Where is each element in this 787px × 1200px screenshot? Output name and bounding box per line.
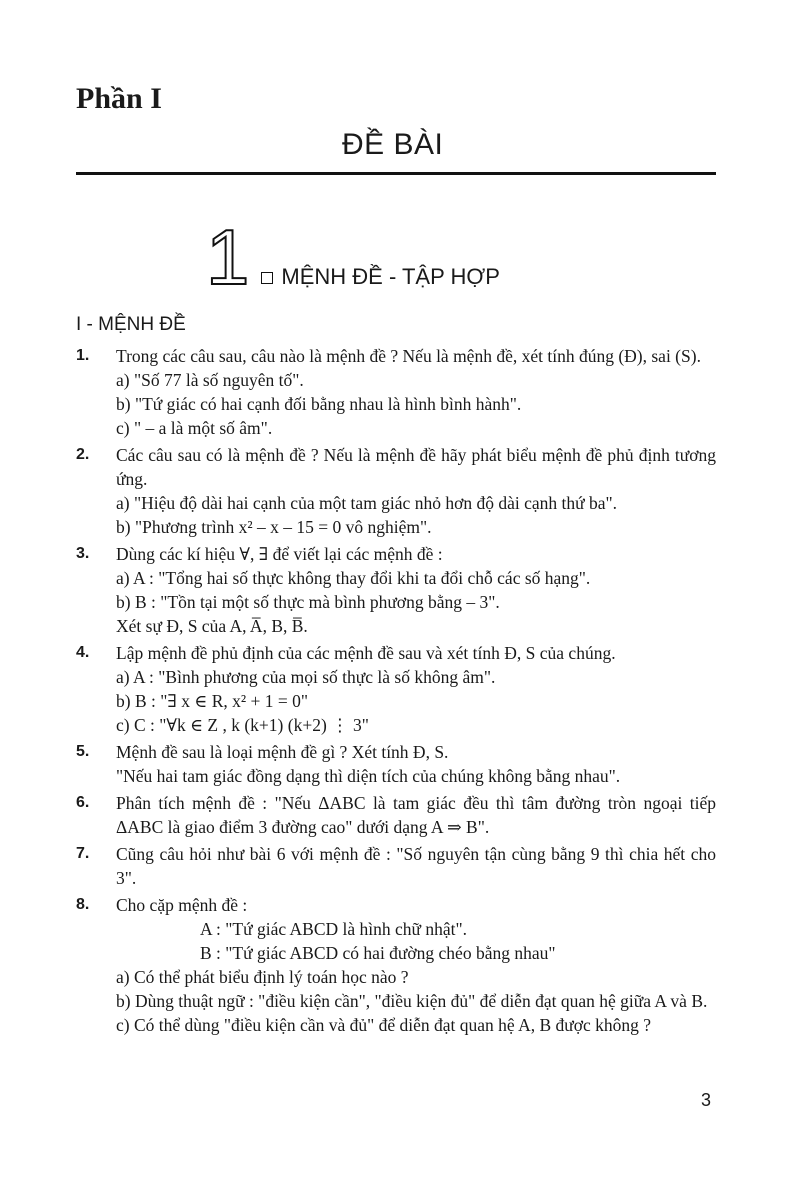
part-title: ĐỀ BÀI — [342, 128, 444, 161]
chapter-title: MỆNH ĐỀ - TẬP HỢP — [281, 264, 500, 289]
problem-line: A : "Tứ giác ABCD là hình chữ nhật". — [200, 919, 468, 939]
problem-number: 2. — [76, 446, 90, 463]
problem-3 — [76, 542, 716, 638]
problem-4 — [76, 641, 716, 737]
section-title: I - MỆNH ĐỀ — [76, 314, 186, 335]
chapter-heading — [206, 210, 500, 301]
problem-line: a) A : "Tổng hai số thực không thay đổi khi ta đổi chỗ các số hạng". — [116, 568, 591, 588]
title-rule — [76, 172, 716, 175]
page-number: 3 — [700, 1090, 711, 1110]
problem-7 — [76, 842, 716, 890]
problem-line: a) "Hiệu độ dài hai cạnh của một tam giác nhỏ hơn độ dài cạnh thứ ba". — [116, 493, 617, 513]
problem-number: 7. — [76, 845, 90, 862]
problem-number: 3. — [76, 545, 90, 562]
problem-8 — [76, 893, 716, 1037]
problem-line: Lập mệnh đề phủ định của các mệnh đề sau và xét tính Đ, S của chúng. — [116, 643, 616, 663]
problem-line: a) "Số 77 là số nguyên tố". — [116, 370, 304, 390]
problem-line: a) A : "Bình phương của mọi số thực là số không âm". — [116, 667, 496, 687]
problem-line: b) B : "∃ x ∈ R, x² + 1 = 0" — [116, 691, 309, 711]
problem-line: "Nếu hai tam giác đồng dạng thì diện tích của chúng không bằng nhau". — [116, 766, 621, 786]
part-label: Phần I — [76, 82, 162, 115]
problem-line: b) Dùng thuật ngữ : "điều kiện cần", "điều kiện đủ" để diễn đạt quan hệ giữa A và B. — [116, 991, 708, 1011]
problem-line: Cũng câu hỏi như bài 6 với mệnh đề : "Số nguyên tận cùng bằng 9 thì chia hết cho 3". — [116, 844, 716, 888]
problem-line: b) "Tứ giác có hai cạnh đối bằng nhau là hình bình hành". — [116, 394, 522, 414]
problem-line: b) B : "Tồn tại một số thực mà bình phương bằng – 3". — [116, 592, 500, 612]
problem-line: Các câu sau có là mệnh đề ? Nếu là mệnh đề hãy phát biểu mệnh đề phủ định tương ứng. — [116, 445, 716, 489]
problem-line: c) Có thể dùng "điều kiện cần và đủ" để diễn đạt quan hệ A, B được không ? — [116, 1015, 652, 1035]
problem-line: Dùng các kí hiệu ∀, ∃ để viết lại các mệnh đề : — [116, 544, 443, 564]
problem-line: B : "Tứ giác ABCD có hai đường chéo bằng nhau" — [200, 943, 556, 963]
problem-line: Trong các câu sau, câu nào là mệnh đề ? Nếu là mệnh đề, xét tính đúng (Đ), sai (S). — [116, 346, 701, 366]
problem-2 — [76, 443, 716, 539]
chapter-bullet-icon — [261, 272, 273, 284]
problem-6 — [76, 791, 716, 839]
problem-number: 8. — [76, 896, 90, 913]
problem-5 — [76, 740, 716, 788]
problem-line: c) C : "∀k ∈ Z , k (k+1) (k+2) ⋮ 3" — [116, 715, 369, 735]
problem-1 — [76, 344, 716, 440]
problem-line: Mệnh đề sau là loại mệnh đề gì ? Xét tính Đ, S. — [116, 742, 449, 762]
chapter-number: 1 — [206, 213, 250, 301]
problem-number: 5. — [76, 743, 90, 760]
problem-line: c) " – a là một số âm". — [116, 418, 273, 438]
problem-line: Phân tích mệnh đề : "Nếu ΔABC là tam giác đều thì tâm đường tròn ngoại tiếp ΔABC là giao điểm 3 đường cao" dưới dạng A ⇒ B". — [116, 793, 716, 837]
problem-number: 4. — [76, 644, 90, 661]
problem-number: 1. — [76, 347, 90, 364]
problem-line: Cho cặp mệnh đề : — [116, 895, 248, 915]
problem-number: 6. — [76, 794, 90, 811]
problem-line: Xét sự Đ, S của A, A̅, B, B̅. — [116, 616, 308, 636]
problem-line: a) Có thể phát biểu định lý toán học nào ? — [116, 967, 409, 987]
problem-list — [76, 344, 716, 1040]
problem-line: b) "Phương trình x² – x – 15 = 0 vô nghiệm". — [116, 517, 432, 537]
